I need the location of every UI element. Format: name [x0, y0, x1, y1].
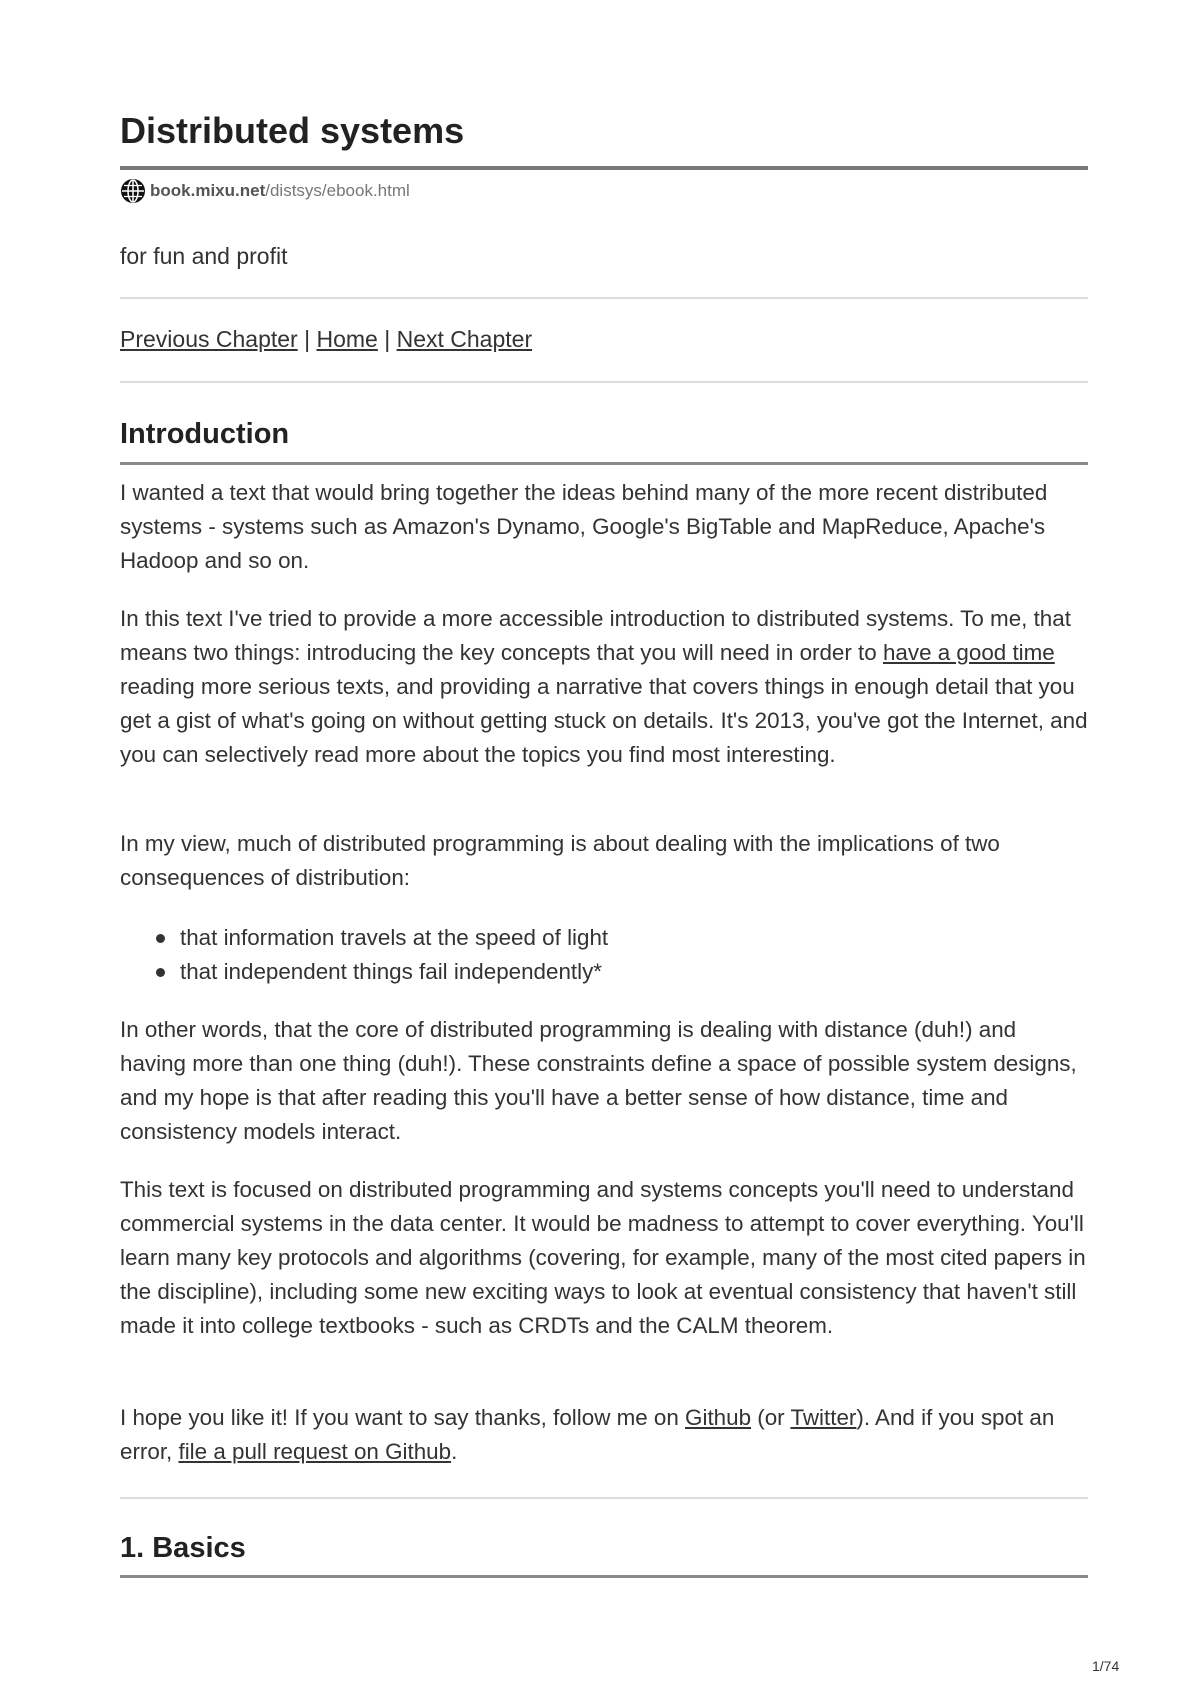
page-number: 1/74	[1092, 1658, 1120, 1674]
chapter-nav	[120, 326, 532, 353]
next-chapter-link[interactable]: Next Chapter	[396, 326, 533, 352]
previous-chapter-link[interactable]: Previous Chapter	[120, 326, 298, 352]
twitter-link[interactable]: Twitter	[790, 1405, 857, 1430]
intro-paragraph-1: I wanted a text that would bring together the ideas behind many of the more recent distributed systems - systems such as Amazon's Dynamo, Google's BigTable and MapReduce, Apache's Hadoop and so on.	[120, 480, 1048, 573]
pull-request-link[interactable]: file a pull request on Github	[178, 1439, 452, 1464]
list-item: that independent things fail independently*	[120, 955, 1088, 989]
paragraph-text: In this text I've tried to provide a more accessible introduction to distributed systems. To me, that means two things: introducing the key concepts that you will need in order to	[120, 606, 1071, 665]
have-a-good-time-link[interactable]: have a good time	[882, 640, 1055, 665]
divider	[120, 1497, 1088, 1499]
intro-paragraph-5: This text is focused on distributed programming and systems concepts you'll need to understand commercial systems in the data center. It would be madness to attempt to cover everything. You'll learn many key protocols and algorithms (covering, for example, many of the most cited papers in the discipline), including some new exciting ways to look at eventual consistency that haven't still made it into college textbooks - such as CRDTs and the CALM theorem.	[120, 1177, 1086, 1338]
divider	[120, 297, 1088, 299]
nav-separator: |	[297, 326, 317, 352]
list-item: that information travels at the speed of light	[120, 921, 1088, 955]
source-url[interactable]	[120, 178, 410, 204]
source-host: book.mixu.net	[150, 181, 266, 200]
paragraph-text: I hope you like it! If you want to say thanks, follow me on	[120, 1405, 686, 1430]
basics-heading: 1. Basics	[120, 1532, 246, 1564]
home-link[interactable]: Home	[316, 326, 378, 352]
paragraph-text: .	[451, 1439, 458, 1464]
subtitle: for fun and profit	[120, 243, 288, 269]
consequences-list	[120, 921, 1088, 989]
paragraph-text: ). And if you spot an error,	[120, 1405, 1055, 1464]
intro-paragraph-2	[120, 602, 1088, 772]
heading-divider	[120, 462, 1088, 465]
title-divider	[120, 166, 1088, 170]
github-link[interactable]: Github	[685, 1405, 752, 1430]
divider	[120, 381, 1088, 383]
paragraph-text: reading more serious texts, and providing a narrative that covers things in enough detail that you get a gist of what's going on without getting stuck on details. It's 2013, you've got the Internet, and you can selectively read more about the topics you find most interesting.	[120, 674, 1088, 767]
nav-separator: |	[377, 326, 397, 352]
intro-paragraph-6	[120, 1401, 1088, 1469]
page-title: Distributed systems	[120, 110, 465, 151]
heading-divider	[120, 1575, 1088, 1578]
paragraph-text: (or	[751, 1405, 791, 1430]
globe-icon	[120, 178, 146, 204]
intro-paragraph-3: In my view, much of distributed programming is about dealing with the implications of two consequences of distribution:	[120, 831, 1000, 890]
intro-paragraph-4: In other words, that the core of distributed programming is dealing with distance (duh!) and having more than one thing (duh!). These constraints define a space of possible system designs, and my hope is that after reading this you'll have a better sense of how distance, time and consistency models interact.	[120, 1017, 1077, 1144]
introduction-heading: Introduction	[120, 418, 290, 450]
source-path: /distsys/ebook.html	[265, 181, 410, 200]
